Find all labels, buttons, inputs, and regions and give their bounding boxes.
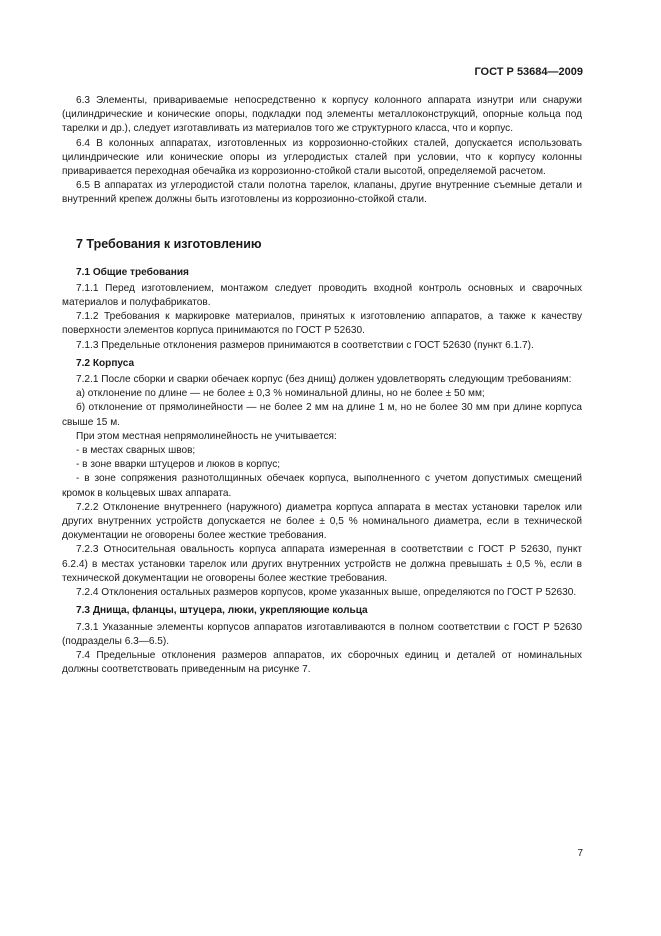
paragraph-7-2-2: 7.2.2 Отклонение внутреннего (наружного) диаметра корпуса аппарата в местах установки тарелок или других внутренних устройств допускается не более ± 0,5 % номинального диаметра, если в технической документации не оговорены более жесткие требования. xyxy=(62,501,582,542)
paragraph-7-4: 7.4 Предельные отклонения размеров аппаратов, их сборочных единиц и деталей от номинальных должны соответствовать приведенным на рисунке 7. xyxy=(62,649,582,676)
document-code-header: ГОСТ Р 53684—2009 xyxy=(474,66,583,78)
paragraph-local-deviation: При этом местная непрямолинейность не учитывается: xyxy=(76,430,337,442)
bullet-item-welds: - в местах сварных швов; xyxy=(76,445,196,457)
paragraph-7-2-3: 7.2.3 Относительная овальность корпуса аппарата измеренная в соответствии с ГОСТ Р 52630, пункт 6.2.4) в местах установки тарелок или других внутренних устройств не должна превышать ± 0,5 %, если в технической документации не оговорены более жесткие требования. xyxy=(62,544,582,584)
page-number: 7 xyxy=(577,848,583,859)
paragraph-6-3: 6.3 Элементы, привариваемые непосредственно к корпусу колонного аппарата изнутри или снаружи (цилиндрические и конические опоры, подкладки под элементы металлоконструкций, опорные кольца под тарелки и др.), следует изготавливать из материалов того же структурного класса, что и корпус. xyxy=(62,95,582,135)
subsection-7-2-title: 7.2 Корпуса xyxy=(76,357,135,369)
list-item-a: а) отклонение по длине — не более ± 0,3 % номинальной длины, но не более ± 50 мм; xyxy=(76,388,485,400)
section-7-title: 7 Требования к изготовлению xyxy=(76,236,262,251)
paragraph-6-4: 6.4 В колонных аппаратах, изготовленных из коррозионно-стойких сталей, допускается использовать цилиндрические или конические опоры из углеродистых сталей при условии, что к корпусу колонны приваривается переходная обечайка из коррозионно-стойкой стали высотой, определяемой расчетом. xyxy=(62,137,582,178)
bullet-item-shells: - в зоне сопряжения разнотолщинных обечаек корпуса, выполненного с учетом допустимых смещений кромок в кольцевых швах аппарата. xyxy=(62,473,582,499)
subsection-7-3-title: 7.3 Днища, фланцы, штуцера, люки, укрепляющие кольца xyxy=(76,605,368,617)
paragraph-7-1-3: 7.1.3 Предельные отклонения размеров принимаются в соответствии с ГОСТ 52630 (пункт 6.1.7). xyxy=(76,339,534,351)
paragraph-7-1-1: 7.1.1 Перед изготовлением, монтажом следует проводить входной контроль основных и сварочных материалов и полуфабрикатов. xyxy=(62,282,582,309)
list-item-b: б) отклонение от прямолинейности — не более 2 мм на длине 1 м, но не более 30 мм при длине корпуса свыше 15 м. xyxy=(62,402,582,428)
paragraph-7-2-4: 7.2.4 Отклонения остальных размеров корпусов, кроме указанных выше, определяются по ГОСТ Р 52630. xyxy=(76,587,577,599)
paragraph-7-2-1: 7.2.1 После сборки и сварки обечаек корпус (без днищ) должен удовлетворять следующим требованиям: xyxy=(76,374,572,386)
paragraph-7-3-1: 7.3.1 Указанные элементы корпусов аппаратов изготавливаются в полном соответствии с ГОСТ Р 52630 (подразделы 6.3—6.5). xyxy=(62,621,582,647)
subsection-7-1-title: 7.1 Общие требования xyxy=(76,266,189,278)
bullet-item-nozzles: - в зоне вварки штуцеров и люков в корпус; xyxy=(76,459,281,471)
document-body xyxy=(62,94,582,677)
paragraph-7-1-2: 7.1.2 Требования к маркировке материалов, принятых к изготовлению аппаратов, а также к качеству поверхности элементов корпуса принимаются по ГОСТ Р 52630. xyxy=(62,311,582,337)
paragraph-6-5: 6.5 В аппаратах из углеродистой стали полотна тарелок, клапаны, другие внутренние съемные детали и внутренний крепеж должны быть изготовлены из коррозионно-стойкой стали. xyxy=(62,180,582,206)
